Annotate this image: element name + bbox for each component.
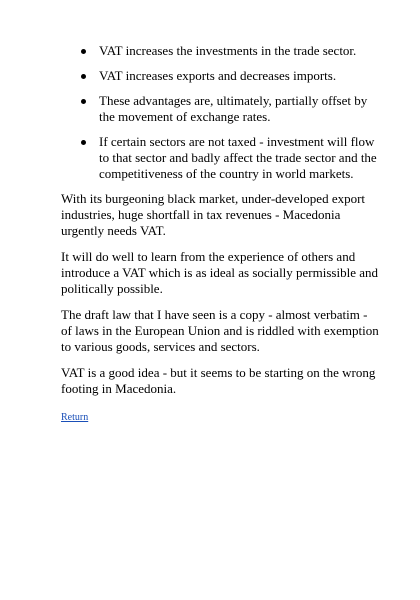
bullet-dot-icon [81, 99, 86, 104]
return-link[interactable]: Return [61, 412, 89, 423]
bullet-item [61, 134, 381, 182]
bullet-dot-icon [81, 140, 86, 145]
bullet-item [61, 93, 381, 125]
bullet-dot-icon [81, 74, 86, 79]
bullet-text: VAT increases the investments in the trade sector. [99, 43, 357, 58]
paragraph-draft-law: The draft law that I have seen is a copy - almost verbatim - of laws in the European Union and is riddled with exemption to various goods, services and sectors. [61, 307, 379, 354]
bullet-list [61, 43, 381, 182]
paragraph-black-market: With its burgeoning black market, under-developed export industries, huge shortfall in tax revenues - Macedonia urgently needs VAT. [61, 191, 366, 238]
paragraph-learn-from-others: It will do well to learn from the experience of others and introduce a VAT which is as ideal as socially permissible and politically possible. [61, 249, 378, 296]
bullet-item [61, 43, 381, 59]
bullet-text: VAT increases exports and decreases imports. [99, 68, 337, 83]
document-body [61, 43, 381, 425]
paragraph-conclusion: VAT is a good idea - but it seems to be starting on the wrong footing in Macedonia. [61, 365, 376, 396]
bullet-item [61, 68, 381, 84]
bullet-dot-icon [81, 49, 86, 54]
bullet-text: These advantages are, ultimately, partially offset by the movement of exchange rates. [99, 93, 368, 124]
bullet-text: If certain sectors are not taxed - investment will flow to that sector and badly affect the trade sector and the competitiveness of the country in world markets. [99, 134, 377, 181]
